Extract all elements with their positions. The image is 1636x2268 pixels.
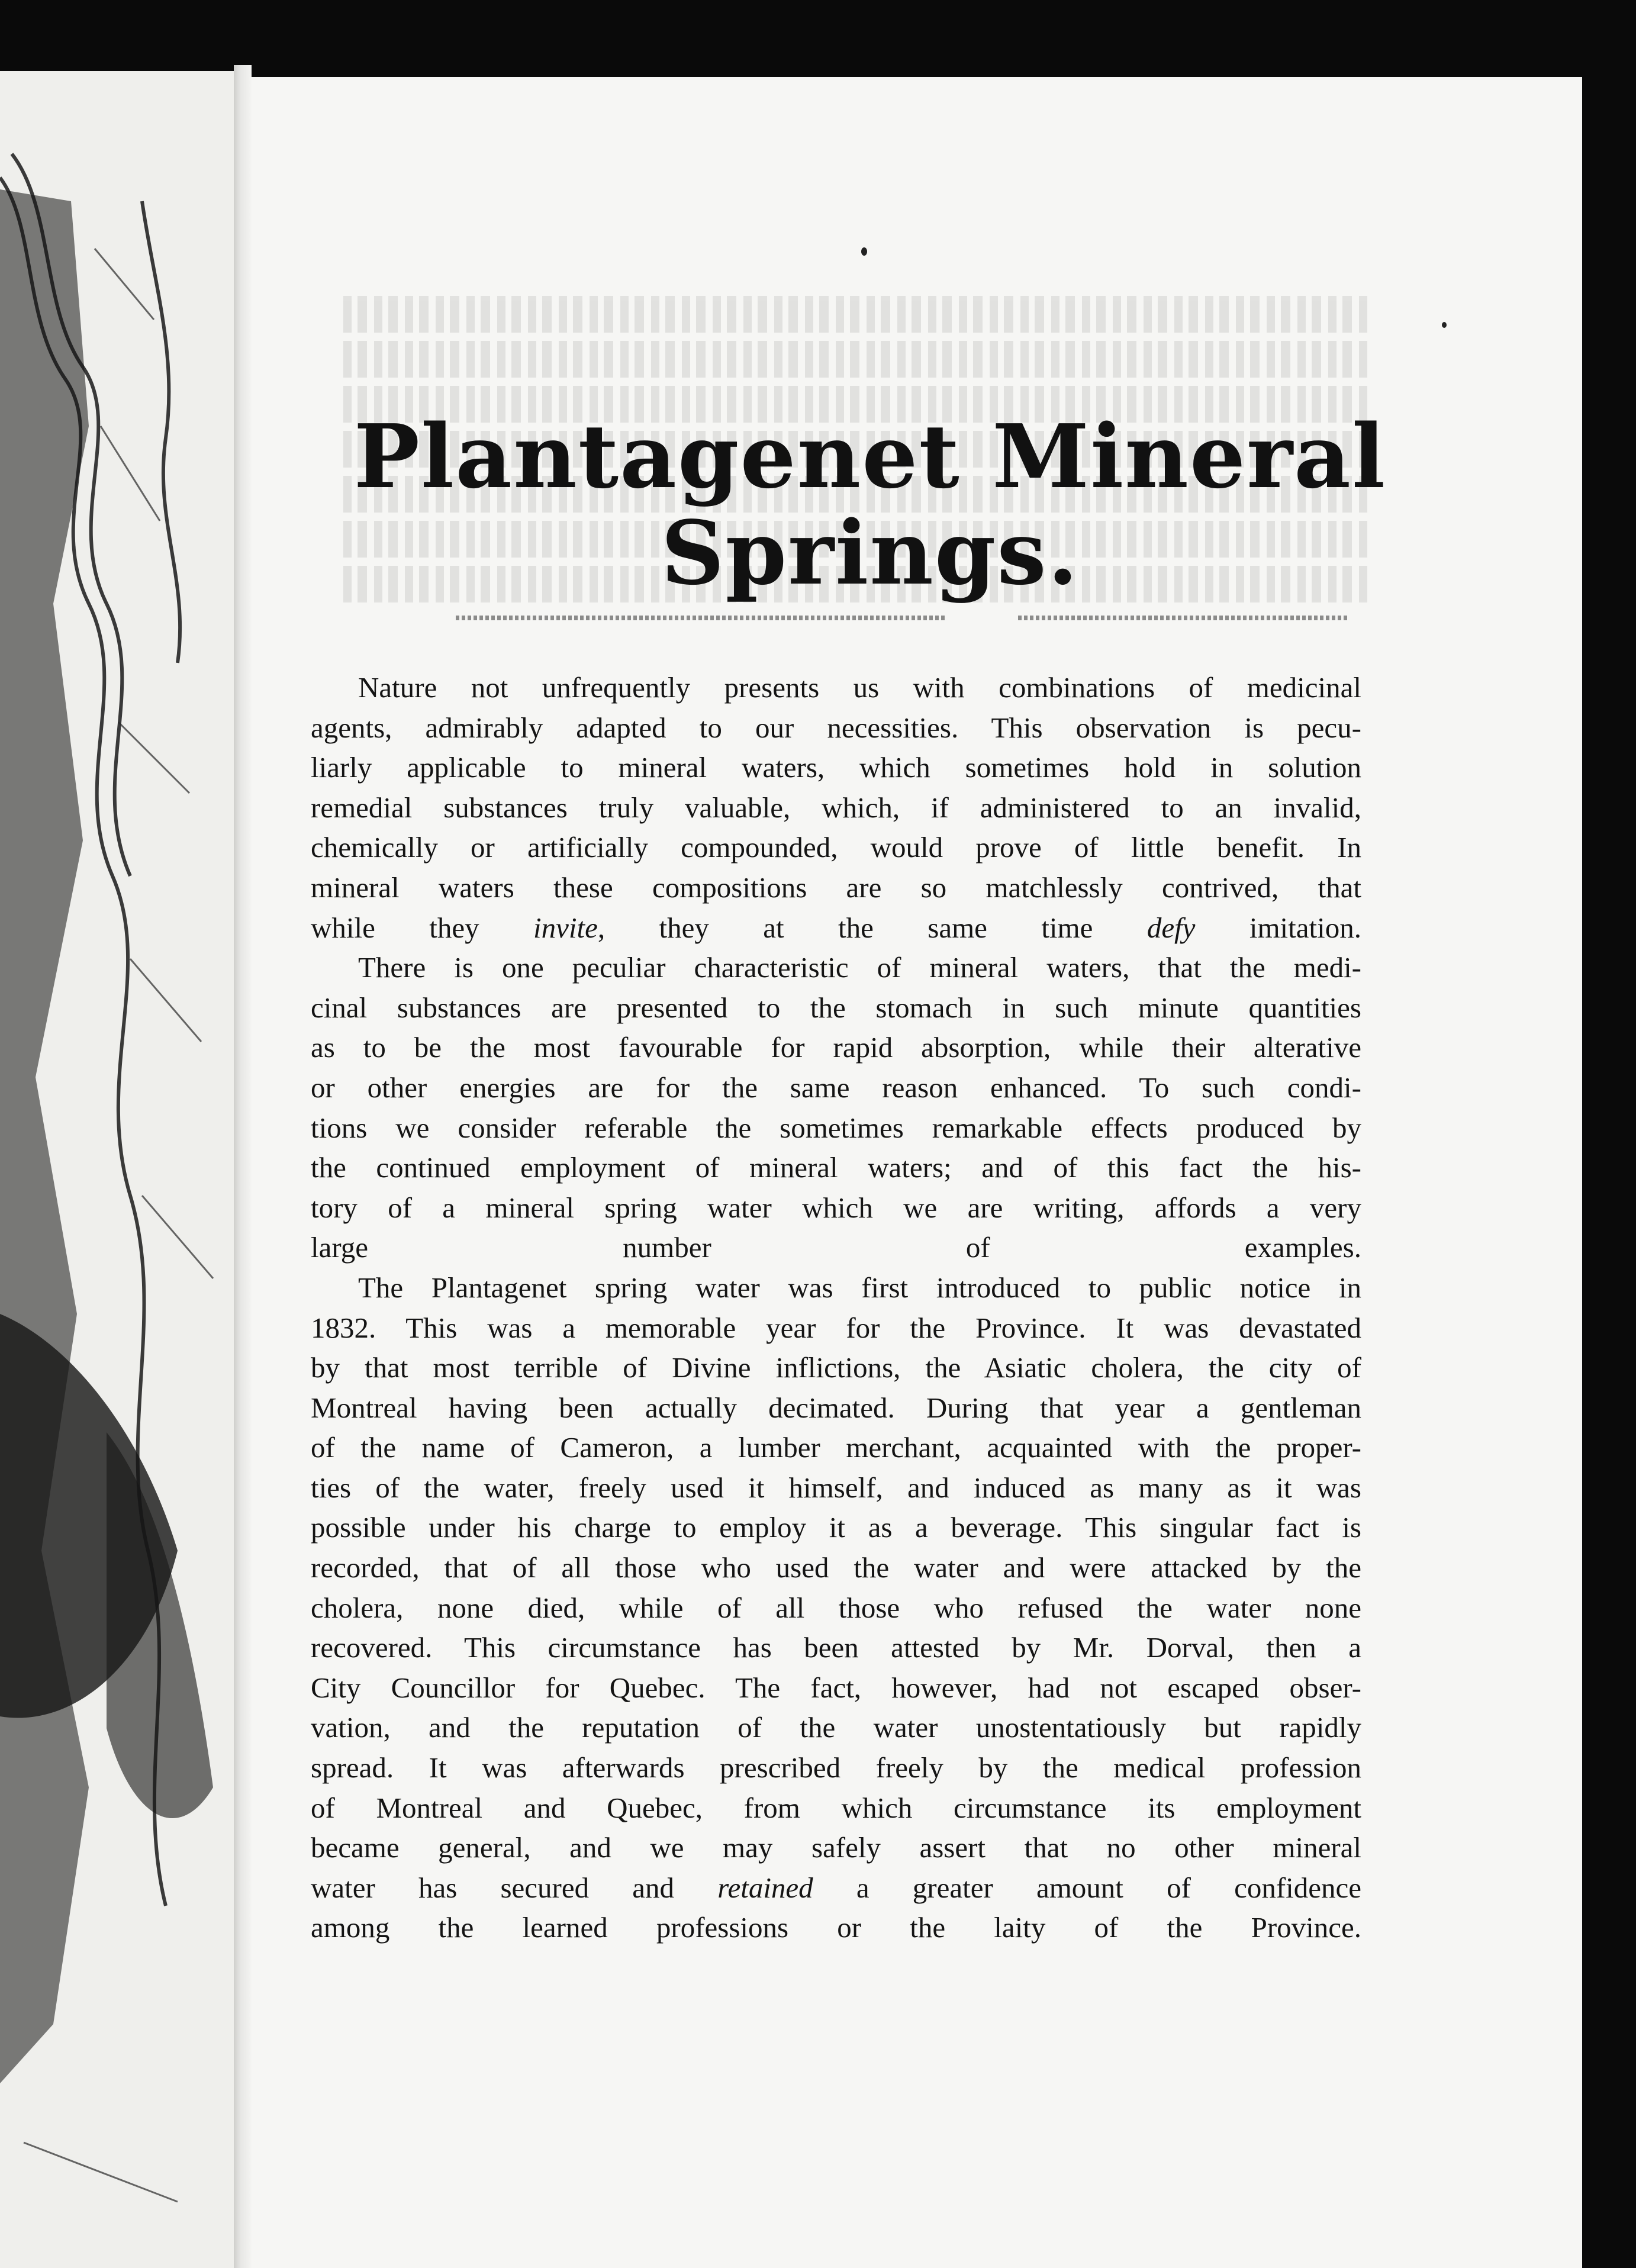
text-line: chemically or artificially compounded, would prove of little benefit. In (311, 831, 1361, 864)
text-line: recorded, that of all those who used the water and were attacked by the (311, 1551, 1361, 1584)
text-line: liarly applicable to mineral waters, which sometimes hold in solution (311, 751, 1361, 784)
text-line: by that most terrible of Divine inflictions, the Asiatic cholera, the city of (311, 1351, 1361, 1384)
text-line: There is one peculiar characteristic of mineral waters, that the medi- (358, 951, 1361, 984)
paragraph-1 (311, 668, 1361, 948)
text-line: or other energies are for the same reason enhanced. To such condi- (311, 1071, 1361, 1104)
text-line: of Montreal and Quebec, from which circumstance its employment (311, 1791, 1361, 1824)
text-line: Montreal having been actually decimated. During that year a gentleman (311, 1391, 1361, 1424)
facing-page-illustration (0, 71, 234, 2268)
text-fragment: a greater amount of confidence (813, 1871, 1361, 1904)
text-fragment: imitation. (1195, 911, 1362, 944)
text-line: tory of a mineral spring water which we are writing, affords a very (311, 1191, 1361, 1224)
title-underline-right (1018, 616, 1350, 620)
text-line (311, 1868, 1361, 1908)
page-gutter (234, 65, 252, 2268)
italic-word: retained (717, 1871, 813, 1904)
text-line: spread. It was afterwards prescribed freely by the medical profession (311, 1751, 1361, 1784)
print-speck (1442, 322, 1447, 328)
engraving-illustration (0, 71, 234, 2268)
text-fragment: , they at the same time (597, 911, 1147, 944)
text-line: vation, and the reputation of the water unostentatiously but rapidly (311, 1711, 1361, 1744)
italic-word: invite (533, 911, 598, 944)
paragraph-3 (311, 1268, 1361, 1948)
text-line: possible under his charge to employ it as a beverage. This singular fact is (311, 1511, 1361, 1544)
text-line: became general, and we may safely assert that no other mineral (311, 1831, 1361, 1864)
text-line: ties of the water, freely used it himself, and induced as many as it was (311, 1471, 1361, 1504)
title-underline-left (456, 616, 947, 620)
article-body (311, 668, 1361, 1948)
text-line: tions we consider referable the sometimes remarkable effects produced by (311, 1111, 1361, 1144)
text-line: cholera, none died, while of all those who refused the water none (311, 1591, 1361, 1624)
text-line: the continued employment of mineral waters; and of this fact the his- (311, 1151, 1361, 1184)
print-speck (861, 247, 867, 256)
text-line: City Councillor for Quebec. The fact, however, had not escaped obser- (311, 1671, 1361, 1704)
text-line: as to be the most favourable for rapid absorption, while their alterative (311, 1031, 1361, 1064)
text-line: large number of examples. (311, 1231, 1361, 1264)
text-fragment: water has secured and (311, 1871, 718, 1904)
text-line: Nature not unfrequently presents us with combinations of medicinal (358, 671, 1361, 704)
text-line: remedial substances truly valuable, which, if administered to an invalid, (311, 791, 1361, 824)
text-line: mineral waters these compositions are so matchlessly contrived, that (311, 871, 1361, 904)
italic-word: defy (1147, 911, 1196, 944)
page-title: Plantagenet Mineral Springs. (353, 405, 1387, 604)
paragraph-2 (311, 948, 1361, 1268)
text-line (311, 908, 1361, 948)
text-line: of the name of Cameron, a lumber merchant, acquainted with the proper- (311, 1431, 1361, 1464)
text-line: among the learned professions or the laity of the Province. (311, 1911, 1361, 1944)
text-line: 1832. This was a memorable year for the Province. It was devastated (311, 1311, 1361, 1344)
page-edge-shadow (1582, 89, 1636, 2268)
text-line: The Plantagenet spring water was first introduced to public notice in (358, 1271, 1361, 1304)
text-line: agents, admirably adapted to our necessities. This observation is pecu- (311, 711, 1361, 744)
text-fragment: while they (311, 911, 534, 944)
text-line: cinal substances are presented to the stomach in such minute quantities (311, 991, 1361, 1024)
text-line: recovered. This circumstance has been attested by Mr. Dorval, then a (311, 1631, 1361, 1664)
